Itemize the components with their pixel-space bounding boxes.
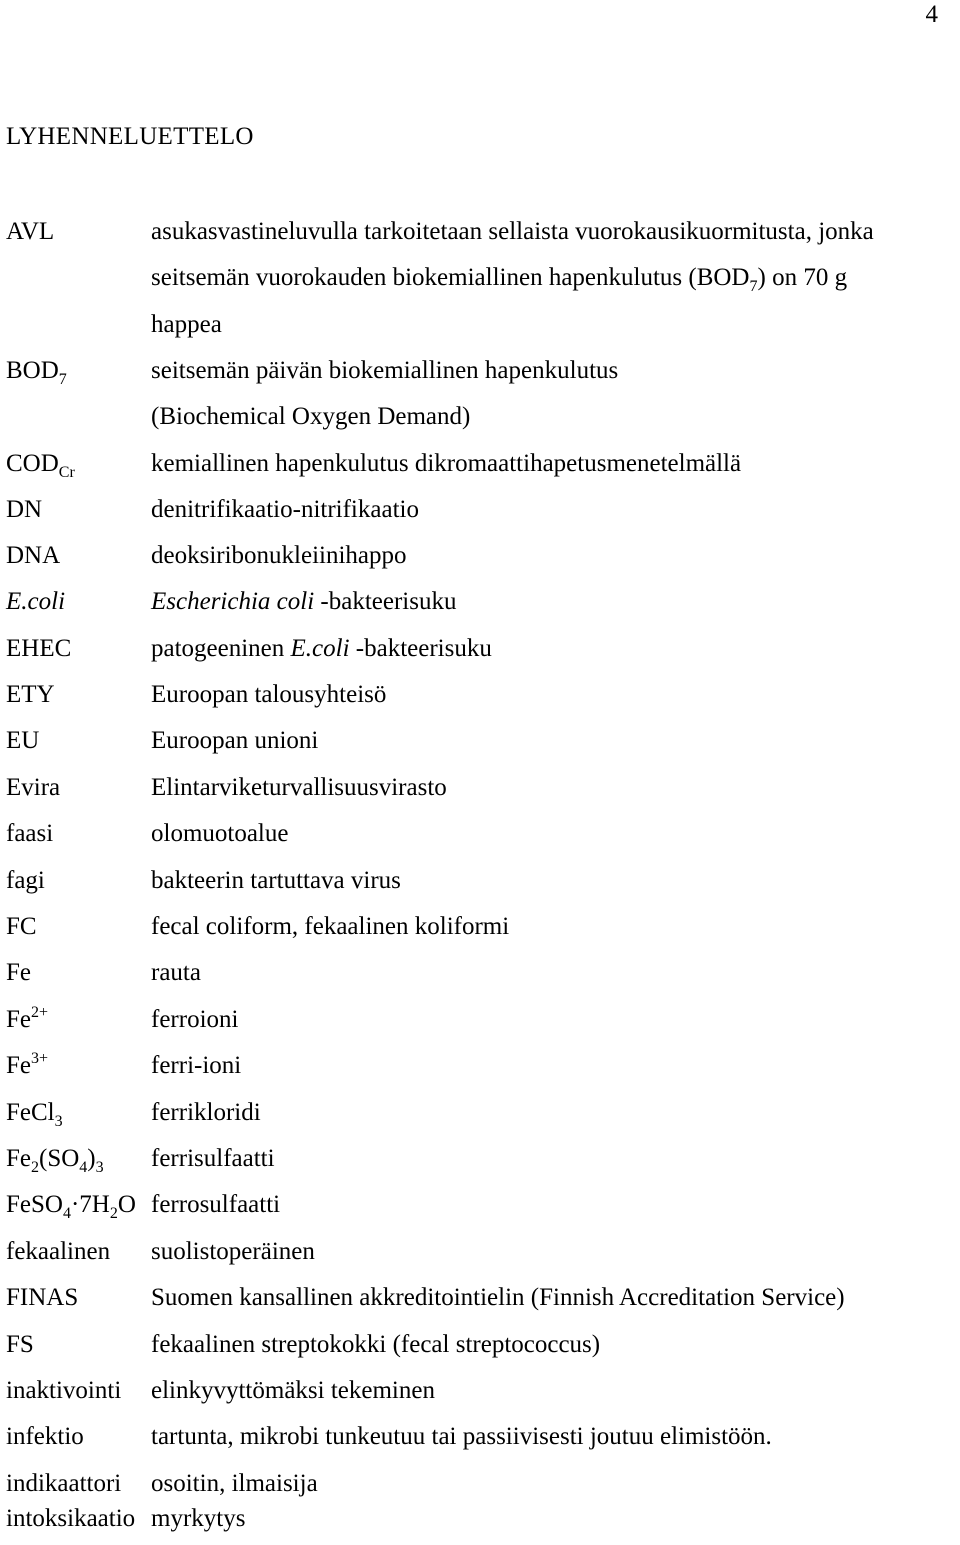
list-item-inaktivointi (0, 1374, 960, 1414)
abbreviation-term: DN (6, 496, 43, 523)
abbreviation-term: infektio (6, 1423, 84, 1450)
abbreviation-definition: kemiallinen hapenkulutus dikromaattihapetusmenetelmällä (151, 450, 742, 477)
list-item-ehec (0, 632, 960, 672)
abbreviation-definition: elinkyvyttömäksi tekeminen (151, 1377, 435, 1404)
abbreviation-definition: suolistoperäinen (151, 1238, 315, 1265)
list-item-fe2 (0, 1003, 960, 1043)
abbreviation-term: EHEC (6, 635, 72, 662)
list-item-infektio (0, 1420, 960, 1460)
list-item-dna (0, 539, 960, 579)
abbreviation-term: AVL (6, 218, 55, 245)
abbreviation-term: ETY (6, 681, 55, 708)
abbreviation-term: FINAS (6, 1284, 79, 1311)
list-item-feso4 (0, 1188, 960, 1228)
abbreviation-definition: myrkytys (151, 1505, 246, 1532)
list-item-fs (0, 1328, 960, 1368)
abbreviation-definition: fecal coliform, fekaalinen koliformi (151, 913, 510, 940)
list-item-indikaattori (0, 1467, 960, 1507)
abbreviation-term: Fe (6, 959, 31, 986)
abbreviation-term: $Fe^{2+}$ (6, 1004, 49, 1033)
abbreviation-term: indikaattori (6, 1470, 122, 1497)
list-item-avl (0, 215, 960, 338)
abbreviation-term: FeCl$_3$ (6, 1099, 63, 1130)
list-item-ecoli (0, 585, 960, 625)
abbreviation-definition: tartunta, mikrobi tunkeutuu tai passiivisesti joutuu elimistöön. (151, 1423, 772, 1450)
list-item-dn (0, 493, 960, 533)
list-item-eu (0, 724, 960, 764)
abbreviation-definition-line: seitsemän vuorokauden biokemiallinen hapenkulutus $(BOD_7)$ on 70 g (151, 264, 848, 295)
abbreviation-definition: ferroioni (151, 1006, 239, 1033)
page-number: 4 (925, 1, 938, 28)
abbreviation-definition: Suomen kansallinen akkreditointielin (Finnish Accreditation Service) (151, 1284, 845, 1311)
list-item-intoksikaatio (0, 1502, 960, 1542)
abbreviation-definition: ferrosulfaatti (151, 1191, 281, 1218)
list-item-bod7 (0, 354, 960, 430)
abbreviation-definition: denitrifikaatio-nitrifikaatio (151, 496, 419, 523)
abbreviation-term: $Fe^{3+}$ (6, 1050, 49, 1079)
abbreviation-term: FS (6, 1331, 34, 1358)
abbreviation-term: Evira (6, 774, 61, 801)
abbreviation-term: $Fe_2(SO_4)_3$ (6, 1145, 104, 1176)
list-item-fc (0, 910, 960, 950)
abbreviation-definition: rauta (151, 959, 201, 986)
abbreviation-definition: Escherichia coli -bakteerisuku (151, 588, 457, 615)
list-item-fe (0, 956, 960, 996)
list-item-fagi (0, 864, 960, 904)
abbreviation-definition-line: happea (151, 311, 222, 338)
abbreviation-definition: fekaalinen streptokokki (fecal streptococcus) (151, 1331, 601, 1358)
list-item-finas (0, 1281, 960, 1321)
abbreviation-definition: ferrisulfaatti (151, 1145, 275, 1172)
abbreviation-definition: Elintarviketurvallisuusvirasto (151, 774, 447, 801)
abbreviation-definition: osoitin, ilmaisija (151, 1470, 318, 1497)
list-item-evira (0, 771, 960, 811)
page-title: LYHENNELUETTELO (6, 123, 254, 150)
abbreviation-term: fagi (6, 867, 45, 894)
abbreviation-definition: asukasvastineluvulla tarkoitetaan sellaista vuorokausikuormitusta, jonka (151, 218, 874, 245)
abbreviation-term: FC (6, 913, 37, 940)
abbreviation-term: DNA (6, 542, 61, 569)
list-item-fekaalinen (0, 1235, 960, 1275)
abbreviation-definition: seitsemän päivän biokemiallinen hapenkulutus (151, 357, 619, 384)
list-item-fe2so43 (0, 1142, 960, 1182)
abbreviation-definition: Euroopan talousyhteisö (151, 681, 387, 708)
abbreviation-definition: patogeeninen E.coli -bakteerisuku (151, 635, 492, 662)
list-item-fe3 (0, 1049, 960, 1089)
abbreviation-term: fekaalinen (6, 1238, 111, 1265)
abbreviation-term: intoksikaatio (6, 1505, 136, 1532)
abbreviation-definition: Euroopan unioni (151, 727, 319, 754)
abbreviation-definition: deoksiribonukleiinihappo (151, 542, 407, 569)
abbreviation-term: $BOD_7$ (6, 357, 67, 388)
abbreviation-definition-line: (Biochemical Oxygen Demand) (151, 403, 471, 430)
abbreviation-term: inaktivointi (6, 1377, 122, 1404)
list-item-faasi (0, 817, 960, 857)
abbreviation-definition: olomuotoalue (151, 820, 289, 847)
abbreviation-definition: bakteerin tartuttava virus (151, 867, 401, 894)
abbreviation-term: EU (6, 727, 40, 754)
abbreviation-term: faasi (6, 820, 54, 847)
list-item-ety (0, 678, 960, 718)
abbreviation-definition: ferri-ioni (151, 1052, 242, 1079)
list-item-codcr (0, 447, 960, 487)
list-item-fecl3 (0, 1096, 960, 1136)
abbreviation-definition: ferrikloridi (151, 1099, 261, 1126)
abbreviation-term: E.coli (6, 588, 66, 615)
abbreviation-term: $FeSO_4\cdot 7H_2O$ (6, 1191, 136, 1222)
abbreviation-term: $COD_{Cr}$ (6, 450, 75, 481)
